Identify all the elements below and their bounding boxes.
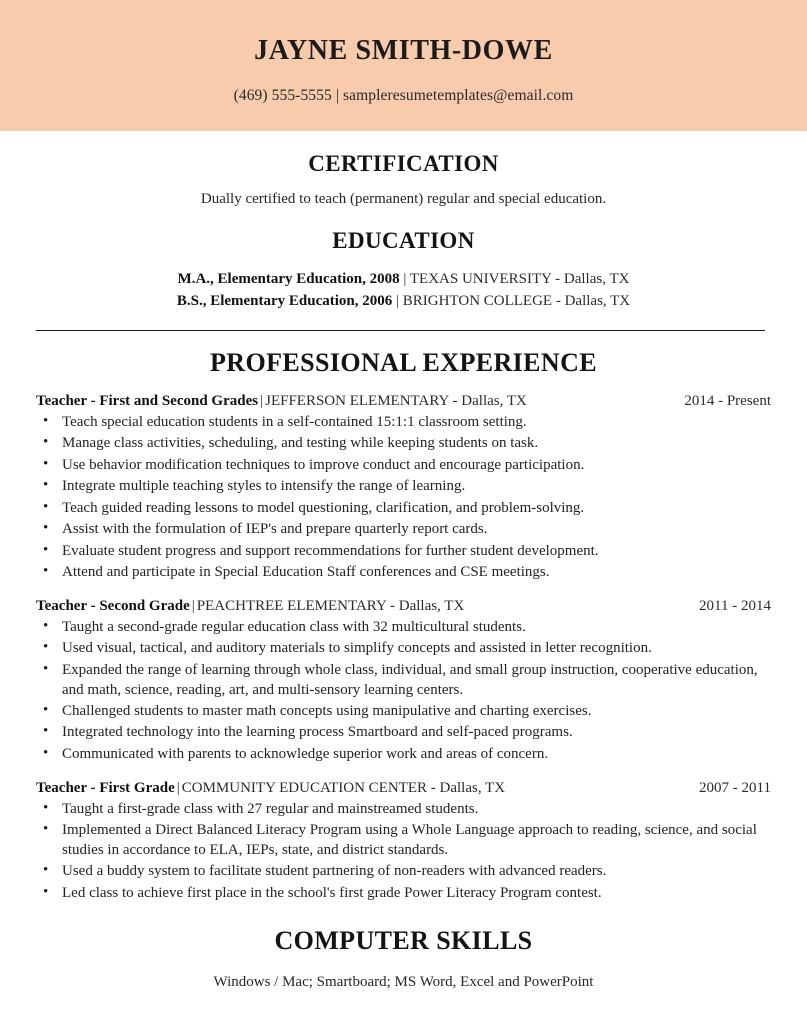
section-heading-experience: PROFESSIONAL EXPERIENCE xyxy=(210,348,597,378)
education-separator: | xyxy=(396,292,400,309)
list-item: • Communicated with parents to acknowledge superior work and areas of concern. xyxy=(36,745,771,765)
list-item: • Integrated technology into the learning process Smartboard and self-paced programs. xyxy=(36,723,771,743)
job-identity xyxy=(36,779,505,798)
job-dates: 2014 - Present xyxy=(684,393,771,410)
job-company: JEFFERSON ELEMENTARY - Dallas, TX xyxy=(265,393,527,410)
list-item: • Assist with the formulation of IEP's and prepare quarterly report cards. xyxy=(36,520,771,540)
contact-line: (469) 555-5555 | sampleresumetemplates@email.com xyxy=(233,86,574,104)
job-header xyxy=(36,392,771,411)
job-header xyxy=(36,597,771,616)
experience-entry xyxy=(36,597,771,765)
list-item: • Integrate multiple teaching styles to intensify the range of learning. xyxy=(36,477,771,497)
page-title: JAYNE SMITH-DOWE xyxy=(254,35,553,66)
job-title: Teacher - First and Second Grades xyxy=(36,393,259,410)
experience-entry xyxy=(36,779,771,904)
list-item: • Used visual, tactical, and auditory materials to simplify concepts and assisted in letter recognition. xyxy=(36,639,771,659)
education-school: BRIGHTON COLLEGE - Dallas, TX xyxy=(402,292,631,309)
section-heading-skills: COMPUTER SKILLS xyxy=(274,925,533,955)
job-header xyxy=(36,779,771,798)
list-item: • Expanded the range of learning through whole class, individual, and small group instruction, cooperative education, and math, science, reading, art, and multi-sensory learning centers. xyxy=(36,661,771,701)
education-entry xyxy=(36,269,771,291)
job-title: Teacher - First Grade xyxy=(36,779,175,796)
education-separator: | xyxy=(403,270,407,287)
job-bullet-list xyxy=(36,618,771,765)
skills-text: Windows / Mac; Smartboard; MS Word, Excel and PowerPoint xyxy=(213,973,594,990)
education-list xyxy=(36,269,771,313)
list-item: • Evaluate student progress and support recommendations for further student development. xyxy=(36,542,771,562)
education-degree: B.S., Elementary Education, 2006 xyxy=(176,292,393,309)
list-item: • Used a buddy system to facilitate student partnering of non-readers with advanced readers. xyxy=(36,862,771,882)
list-item: • Manage class activities, scheduling, and testing while keeping students on task. xyxy=(36,434,771,454)
job-identity xyxy=(36,597,464,616)
list-item: • Attend and participate in Special Education Staff conferences and CSE meetings. xyxy=(36,563,771,583)
education-section xyxy=(36,228,771,313)
list-item: • Taught a second-grade regular education class with 32 multicultural students. xyxy=(36,618,771,638)
list-item: • Taught a first-grade class with 27 regular and mainstreamed students. xyxy=(36,800,771,820)
education-school: TEXAS UNIVERSITY - Dallas, TX xyxy=(409,270,630,287)
section-heading-education: EDUCATION xyxy=(332,227,475,253)
job-company: PEACHTREE ELEMENTARY - Dallas, TX xyxy=(196,598,465,615)
education-entry xyxy=(36,291,771,313)
job-separator: | xyxy=(260,393,264,410)
certification-section xyxy=(36,151,771,208)
list-item: • Implemented a Direct Balanced Literacy Program using a Whole Language approach to reading, science, and social studies in accordance to ELA, IEPs, state, and district standards. xyxy=(36,821,771,861)
education-degree: M.A., Elementary Education, 2008 xyxy=(177,270,400,287)
certification-text: Dually certified to teach (permanent) regular and special education. xyxy=(200,190,607,207)
resume-header xyxy=(0,0,807,131)
list-item: • Use behavior modification techniques to improve conduct and encourage participation. xyxy=(36,456,771,476)
section-heading-certification: CERTIFICATION xyxy=(308,150,499,176)
section-divider xyxy=(36,330,765,331)
job-bullet-list xyxy=(36,800,771,904)
job-separator: | xyxy=(191,598,195,615)
list-item: • Led class to achieve first place in the school's first grade Power Literacy Program contest. xyxy=(36,884,771,904)
list-item: • Teach special education students in a self-contained 15:1:1 classroom setting. xyxy=(36,413,771,433)
skills-section xyxy=(36,926,771,991)
list-item: • Teach guided reading lessons to model questioning, clarification, and problem-solving. xyxy=(36,499,771,519)
job-title: Teacher - Second Grade xyxy=(36,598,190,615)
list-item: • Challenged students to master math concepts using manipulative and charting exercises. xyxy=(36,702,771,722)
job-separator: | xyxy=(176,779,180,796)
experience-section xyxy=(36,348,771,904)
job-dates: 2007 - 2011 xyxy=(699,779,771,796)
resume-body xyxy=(0,151,807,991)
job-identity xyxy=(36,392,527,411)
job-company: COMMUNITY EDUCATION CENTER - Dallas, TX xyxy=(181,779,506,796)
job-bullet-list xyxy=(36,413,771,583)
job-dates: 2011 - 2014 xyxy=(699,598,771,615)
experience-entry xyxy=(36,392,771,583)
